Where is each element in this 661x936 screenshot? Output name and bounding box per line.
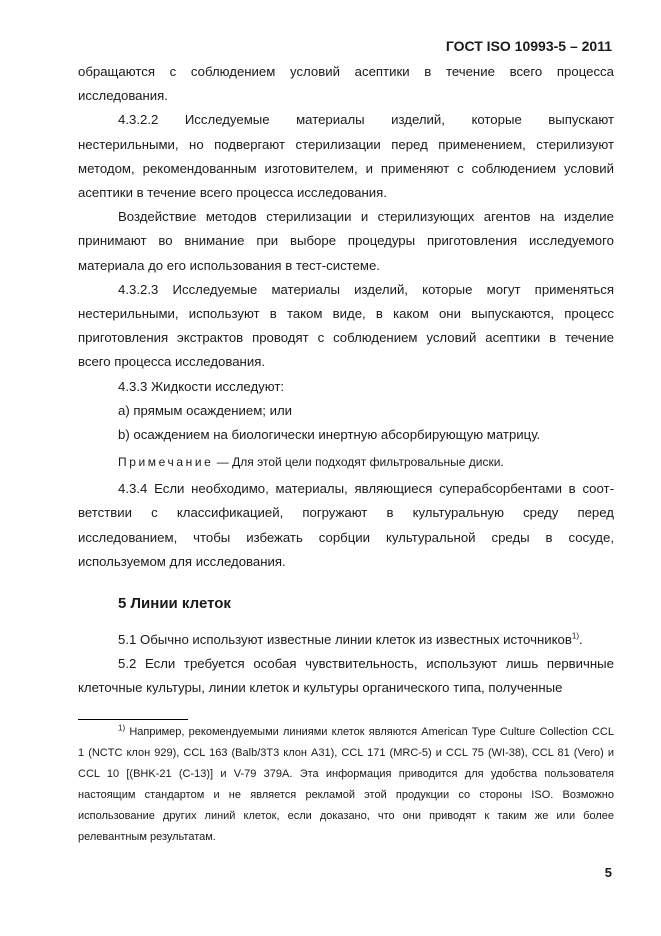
list-item: a) прямым осаждением; или [118, 402, 293, 418]
footnote-line: настоящим стандартом и не является рекламой этой продукции со стороны ISO. Возможно [78, 789, 614, 801]
text-line: 4.3.2.2 Исследуемые материалы изделий, которые выпускают [118, 112, 614, 128]
text-line: принимают во внимание при выборе процедуры приготовления исследуемого [78, 233, 614, 249]
note-text: — Для этой цели подходят фильтровальные диски. [213, 455, 504, 470]
text-line: ветствии с классификацией, погружают в культуральную среду перед [78, 505, 614, 521]
p9-period: . [579, 632, 583, 648]
footnote-line: использование других линий клеток, если доказано, что они приводят к таким же или более [78, 810, 614, 822]
document-header: ГОСТ ISO 10993-5 – 2011 [445, 38, 612, 54]
text-line: нестерильными, используют в таком виде, в каком они выпускаются, процесс [78, 306, 614, 322]
text-line: клеточные культуры, линии клеток и культуры органического типа, полученные [78, 680, 563, 696]
text-line: обращаются с соблюдением условий асептики в течение всего процесса [78, 64, 614, 79]
text-line: 4.3.4 Если необходимо, материалы, являющиеся суперабсорбентами в соот- [118, 481, 614, 497]
text-line: асептики в течение всего процесса исследования. [78, 185, 387, 201]
list-item: b) осаждением на биологически инертную абсорбирующую матрицу. [118, 427, 541, 443]
text-line: приготовления экстрактов проводят с соблюдением условий асептики в течение [78, 330, 614, 346]
note [78, 451, 614, 473]
text-line: нестерильными, но подвергают стерилизации перед применением, стерилизуют [78, 136, 614, 152]
p9-text: 5.1 Обычно используют известные линии клеток из известных источников [118, 632, 572, 648]
footnote-marker: 1) [118, 723, 126, 733]
page-number: 5 [604, 865, 612, 880]
section-heading: 5 Линии клеток [118, 595, 231, 613]
text-line [78, 628, 614, 652]
footnote-ref[interactable]: 1) [571, 631, 579, 641]
note-label: Примечание [118, 455, 214, 470]
footnote-line: 1 (NCTC клон 929), CCL 163 (Balb/3T3 клон A31), CCL 171 (MRC-5) и CCL 75 (WI-38), CCL 81 (Vero) и [78, 747, 614, 759]
footnote-line [78, 722, 614, 743]
text-line: материала до его использования в тест-системе. [78, 257, 380, 273]
page-content [78, 60, 614, 701]
footnote [78, 722, 614, 848]
text-line: 5.2 Если требуется особая чувствительность, используют лишь первичные [118, 656, 614, 672]
footnote-line: CCL 10 [(BHK-21 (C-13)] и V-79 379A. Эта информация приводится для удобства пользователя [78, 768, 614, 780]
text-line: исследованием, чтобы избежать сорбции культуральной среды в сосуде, [78, 529, 614, 545]
text-line: Воздействие методов стерилизации и стерилизующих агентов на изделие [118, 209, 614, 225]
text-line: 4.3.3 Жидкости исследуют: [118, 378, 285, 394]
footnote-line: релевантным результатам. [78, 831, 216, 843]
text-line: методом, рекомендованным изготовителем, и применяют с соблюдением условий [78, 160, 614, 176]
text-line: всего процесса исследования. [78, 354, 266, 370]
text-line: исследования. [78, 88, 168, 104]
footnote-text: Например, рекомендуемыми линиями клеток являются American Type Culture Collection CCL [125, 726, 614, 738]
text-line: используемом для исследования. [78, 553, 286, 569]
footnote-divider [78, 719, 188, 720]
text-line: 4.3.2.3 Исследуемые материалы изделий, которые могут применяться [118, 281, 614, 297]
